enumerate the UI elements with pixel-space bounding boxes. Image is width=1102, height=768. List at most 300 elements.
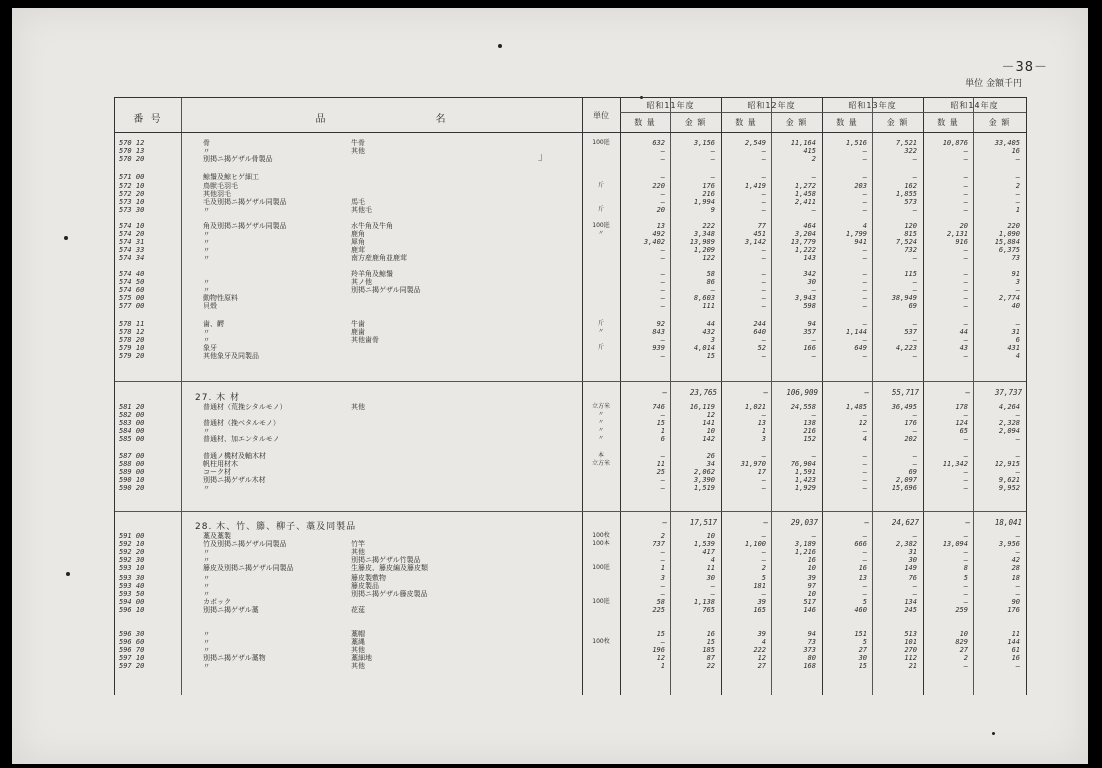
row-subname: 籐皮製敷物 [351, 574, 386, 582]
table-row [115, 630, 1026, 638]
row-value: 17 [757, 468, 766, 476]
empty-dash: – [963, 582, 968, 590]
row-value: 178 [955, 403, 968, 411]
empty-dash: – [963, 294, 968, 302]
table-row [115, 468, 1026, 476]
empty-dash: – [763, 388, 768, 397]
empty-dash: – [660, 254, 665, 262]
row-name: 〃 [203, 328, 210, 336]
table-row [115, 411, 1026, 419]
row-code: 596 60 [119, 638, 145, 646]
row-name: 〃 [203, 427, 210, 435]
row-value: 3,204 [794, 230, 816, 238]
scan-speck [498, 44, 502, 48]
row-code: 570 20 [119, 155, 145, 163]
row-value: 1,855 [895, 190, 917, 198]
empty-dash: – [761, 254, 766, 262]
empty-dash: – [912, 286, 917, 294]
row-value: 916 [955, 238, 968, 246]
row-value: 1,216 [794, 548, 816, 556]
empty-dash: – [1015, 435, 1020, 443]
row-unit: 斤 [597, 320, 604, 327]
table-row [115, 352, 1026, 360]
section-total-value: 18,041 [994, 518, 1022, 527]
row-code: 574 50 [119, 278, 145, 286]
table-row [115, 574, 1026, 582]
row-subname: 其ノ他 [351, 278, 372, 286]
row-value: 3,943 [794, 294, 816, 302]
table-row [115, 654, 1026, 662]
row-value: 20 [656, 206, 665, 214]
row-code: 583 00 [119, 419, 145, 427]
row-value: 2,097 [895, 476, 917, 484]
row-value: 649 [854, 344, 867, 352]
empty-dash: – [811, 336, 816, 344]
row-name: 動物性原料 [203, 294, 238, 302]
row-value: 76,904 [790, 460, 816, 468]
empty-dash: – [912, 411, 917, 419]
empty-dash: – [710, 286, 715, 294]
row-code: 574 20 [119, 230, 145, 238]
row-value: 176 [904, 419, 917, 427]
row-name: 普通材（荒挽シタルモノ） [203, 403, 287, 411]
row-code: 592 30 [119, 556, 145, 564]
empty-dash: – [761, 484, 766, 492]
table-row [115, 548, 1026, 556]
row-code: 593 10 [119, 564, 145, 572]
row-value: 1 [660, 427, 665, 435]
row-value: 640 [753, 328, 766, 336]
row-value: 176 [702, 182, 715, 190]
header-qty: 数 量 [634, 118, 656, 127]
row-value: 2,774 [998, 294, 1020, 302]
empty-dash: – [710, 155, 715, 163]
row-code: 579 10 [119, 344, 145, 352]
row-subname: 其他毛 [351, 206, 372, 214]
empty-dash: – [862, 206, 867, 214]
row-code: 577 00 [119, 302, 145, 310]
row-value: 3,348 [693, 230, 715, 238]
scan-speck [992, 732, 995, 735]
empty-dash: – [862, 198, 867, 206]
row-value: 27 [959, 646, 968, 654]
row-subname: 其他歯骨 [351, 336, 379, 344]
row-value: 15,884 [994, 238, 1020, 246]
row-unit: 100瓩 [592, 564, 610, 571]
table-row [115, 302, 1026, 310]
empty-dash: – [660, 590, 665, 598]
row-value: 1,799 [845, 230, 867, 238]
table-row [115, 582, 1026, 590]
table-row [115, 435, 1026, 443]
row-value: 202 [904, 435, 917, 443]
row-value: 941 [854, 238, 867, 246]
row-name: 〃 [203, 238, 210, 246]
row-value: 431 [1007, 344, 1020, 352]
empty-dash: – [864, 388, 869, 397]
empty-dash: – [963, 590, 968, 598]
row-value: 146 [803, 606, 816, 614]
row-value: 3 [761, 435, 766, 443]
row-subname: 竹竿 [351, 540, 365, 548]
row-value: 149 [904, 564, 917, 572]
empty-dash: – [963, 302, 968, 310]
row-value: 15 [656, 419, 665, 427]
empty-dash: – [710, 590, 715, 598]
row-value: 537 [904, 328, 917, 336]
empty-dash: – [862, 427, 867, 435]
table-row [115, 476, 1026, 484]
row-unit: 100枚 [592, 638, 610, 645]
row-value: 666 [854, 540, 867, 548]
header-year-14: 昭和14年度 [950, 101, 999, 110]
table-row [115, 564, 1026, 572]
row-value: 87 [706, 654, 715, 662]
row-value: 1,516 [845, 139, 867, 147]
row-value: 357 [803, 328, 816, 336]
row-name: 毛及別掲ニ揭ゲザル同製品 [203, 198, 287, 206]
row-value: 13 [656, 222, 665, 230]
header-year-12: 昭和12年度 [747, 101, 796, 110]
row-subname: 別掲ニ揭ゲザル同製品 [351, 286, 421, 294]
row-name: 〃 [203, 590, 210, 598]
row-name: 藁及藁製 [203, 532, 231, 540]
empty-dash: – [761, 286, 766, 294]
table-row [115, 173, 1026, 181]
row-value: 3,390 [693, 476, 715, 484]
empty-dash: – [963, 662, 968, 670]
row-subname: 別掲ニ揭ゲザル竹製品 [351, 556, 421, 564]
row-unit: 斤 [597, 182, 604, 189]
empty-dash: – [761, 590, 766, 598]
table-row [115, 206, 1026, 214]
row-value: 270 [904, 646, 917, 654]
row-code: 574 40 [119, 270, 145, 278]
table-row [115, 155, 1026, 163]
section-total-value: 29,037 [790, 518, 818, 527]
row-value: 2,549 [744, 139, 766, 147]
row-code: 578 12 [119, 328, 145, 336]
empty-dash: – [811, 173, 816, 181]
row-unit: 100瓩 [592, 139, 610, 146]
row-value: 18 [1011, 574, 1020, 582]
row-value: 25 [656, 468, 665, 476]
section-total-value: 55,717 [891, 388, 919, 397]
table-row [115, 198, 1026, 206]
row-value: 58 [656, 598, 665, 606]
row-value: 2 [660, 532, 665, 540]
row-value: 138 [803, 419, 816, 427]
row-unit: 〃 [597, 419, 604, 426]
row-value: 2 [1015, 182, 1020, 190]
empty-dash: – [660, 278, 665, 286]
empty-dash: – [660, 476, 665, 484]
row-code: 573 30 [119, 206, 145, 214]
row-value: 143 [803, 254, 816, 262]
row-value: 373 [803, 646, 816, 654]
empty-dash: – [1015, 590, 1020, 598]
empty-dash: – [862, 254, 867, 262]
row-code: 593 40 [119, 582, 145, 590]
row-name: 象牙 [203, 344, 217, 352]
row-value: 460 [854, 606, 867, 614]
table-row [115, 222, 1026, 230]
row-value: 162 [904, 182, 917, 190]
row-name: 〃 [203, 548, 210, 556]
empty-dash: – [1015, 468, 1020, 476]
row-value: 8,603 [693, 294, 715, 302]
section-title-28: 28. 木、竹、籐、柳子、藁及同製品 [195, 522, 357, 532]
row-name: 其他羽毛 [203, 190, 231, 198]
empty-dash: – [660, 582, 665, 590]
row-value: 2,094 [998, 427, 1020, 435]
empty-dash: – [811, 532, 816, 540]
empty-dash: – [912, 173, 917, 181]
empty-dash: – [862, 294, 867, 302]
table-row [115, 190, 1026, 198]
empty-dash: – [862, 452, 867, 460]
row-subname: 其他 [351, 662, 365, 670]
table-row [115, 336, 1026, 344]
row-value: 33,405 [994, 139, 1020, 147]
empty-dash: – [1015, 411, 1020, 419]
empty-dash: – [963, 556, 968, 564]
row-value: 598 [803, 302, 816, 310]
row-value: 44 [959, 328, 968, 336]
row-value: 513 [904, 630, 917, 638]
row-value: 13,094 [942, 540, 968, 548]
table-row [115, 540, 1026, 548]
row-unit: 斤 [597, 344, 604, 351]
row-value: 3 [660, 574, 665, 582]
row-value: 732 [904, 246, 917, 254]
row-value: 765 [702, 606, 715, 614]
row-value: 464 [803, 222, 816, 230]
empty-dash: – [862, 352, 867, 360]
empty-dash: – [963, 598, 968, 606]
row-subname: 羚羊角及鯨鬚 [351, 270, 393, 278]
empty-dash: – [660, 190, 665, 198]
row-value: 16,119 [689, 403, 715, 411]
empty-dash: – [1015, 198, 1020, 206]
empty-dash: – [963, 270, 968, 278]
empty-dash: – [761, 270, 766, 278]
empty-dash: – [912, 336, 917, 344]
row-unit: 100本 [592, 540, 610, 547]
row-value: 185 [702, 646, 715, 654]
row-value: 168 [803, 662, 816, 670]
empty-dash: – [862, 147, 867, 155]
row-code: 585 00 [119, 435, 145, 443]
row-value: 38,949 [891, 294, 917, 302]
row-code: 579 20 [119, 352, 145, 360]
row-value: 432 [702, 328, 715, 336]
row-value: 3 [710, 336, 715, 344]
empty-dash: – [862, 460, 867, 468]
row-subname: 犀角 [351, 238, 365, 246]
row-value: 11 [656, 460, 665, 468]
empty-dash: – [862, 484, 867, 492]
row-value: 1,138 [693, 598, 715, 606]
empty-dash: – [761, 190, 766, 198]
row-value: 2 [963, 654, 968, 662]
row-value: 2,411 [794, 198, 816, 206]
empty-dash: – [963, 198, 968, 206]
row-code: 597 10 [119, 654, 145, 662]
row-value: 21 [908, 662, 917, 670]
row-subname: 藁細地 [351, 654, 372, 662]
empty-dash: – [1015, 286, 1020, 294]
row-subname: 馬毛 [351, 198, 365, 206]
empty-dash: – [660, 246, 665, 254]
row-code: 588 00 [119, 460, 145, 468]
row-value: 91 [1011, 270, 1020, 278]
row-value: 16 [807, 556, 816, 564]
row-subname: 其他 [351, 403, 365, 411]
row-value: 216 [803, 427, 816, 435]
row-value: 6 [660, 435, 665, 443]
empty-dash: – [660, 411, 665, 419]
row-value: 829 [955, 638, 968, 646]
row-code: 592 10 [119, 540, 145, 548]
row-value: 1,458 [794, 190, 816, 198]
row-subname: 其他 [351, 646, 365, 654]
row-value: 3,956 [998, 540, 1020, 548]
row-name: 〃 [203, 246, 210, 254]
row-value: 6 [1015, 336, 1020, 344]
empty-dash: – [1015, 155, 1020, 163]
row-value: 73 [807, 638, 816, 646]
empty-dash: – [912, 532, 917, 540]
table-row [115, 452, 1026, 460]
row-value: 15 [858, 662, 867, 670]
row-value: 144 [1007, 638, 1020, 646]
empty-dash: – [662, 518, 667, 527]
row-value: 43 [959, 344, 968, 352]
table-row [115, 286, 1026, 294]
row-code: 582 00 [119, 411, 145, 419]
empty-dash: – [862, 278, 867, 286]
row-code: 570 12 [119, 139, 145, 147]
unit-note: 単位 金額千円 [965, 79, 1022, 89]
empty-dash: – [1015, 532, 1020, 540]
row-value: 1 [660, 564, 665, 572]
row-name: コーク材 [203, 468, 231, 476]
row-value: 11 [1011, 630, 1020, 638]
row-name: 〃 [203, 147, 210, 155]
row-subname: 藁帽 [351, 630, 365, 638]
row-value: 141 [702, 419, 715, 427]
row-name: 歯、齶 [203, 320, 224, 328]
empty-dash: – [963, 476, 968, 484]
row-value: 843 [652, 328, 665, 336]
empty-dash: – [1015, 662, 1020, 670]
row-value: 415 [803, 147, 816, 155]
row-value: 120 [904, 222, 917, 230]
row-code: 574 31 [119, 238, 145, 246]
empty-dash: – [660, 556, 665, 564]
empty-dash: – [761, 278, 766, 286]
row-code: 594 00 [119, 598, 145, 606]
row-value: 7,524 [895, 238, 917, 246]
empty-dash: – [1015, 173, 1020, 181]
empty-dash: – [761, 155, 766, 163]
row-value: 28 [1011, 564, 1020, 572]
row-code: 572 10 [119, 182, 145, 190]
row-value: 181 [753, 582, 766, 590]
header-qty: 数 量 [735, 118, 757, 127]
row-value: 101 [904, 638, 917, 646]
row-unit: 〃 [597, 230, 604, 237]
empty-dash: – [660, 352, 665, 360]
row-value: 80 [807, 654, 816, 662]
empty-dash: – [710, 173, 715, 181]
row-value: 52 [757, 344, 766, 352]
row-code: 596 10 [119, 606, 145, 614]
row-code: 570 13 [119, 147, 145, 155]
row-value: 39 [757, 598, 766, 606]
section-total-value: 17,517 [689, 518, 717, 527]
table-row [115, 182, 1026, 190]
empty-dash: – [660, 336, 665, 344]
row-value: 6,375 [998, 246, 1020, 254]
row-value: 124 [955, 419, 968, 427]
row-value: 12 [858, 419, 867, 427]
header-amount: 金 額 [684, 118, 707, 127]
row-name: 〃 [203, 638, 210, 646]
row-code: 574 34 [119, 254, 145, 262]
row-value: 4,014 [693, 344, 715, 352]
row-name: 普通材、加エンタルモノ [203, 435, 280, 443]
row-subname: 藁縄 [351, 638, 365, 646]
row-name: 〃 [203, 574, 210, 582]
row-value: 30 [858, 654, 867, 662]
row-code: 589 00 [119, 468, 145, 476]
table-row [115, 320, 1026, 328]
row-value: 1,272 [794, 182, 816, 190]
row-value: 92 [656, 320, 665, 328]
row-value: 220 [1007, 222, 1020, 230]
empty-dash: – [912, 452, 917, 460]
row-code: 572 20 [119, 190, 145, 198]
row-name: 別掲ニ揭ゲザル藁 [203, 606, 259, 614]
row-value: 1,485 [845, 403, 867, 411]
row-value: 9 [710, 206, 715, 214]
row-value: 9,952 [998, 484, 1020, 492]
row-subname: 水牛角及牛角 [351, 222, 393, 230]
row-value: 16 [1011, 147, 1020, 155]
row-value: 4 [1015, 352, 1020, 360]
empty-dash: – [963, 173, 968, 181]
row-name: 鯨鬚及鯨ヒゲ細工 [203, 173, 259, 181]
section-total-value: 106,909 [786, 388, 818, 397]
table-row [115, 460, 1026, 468]
row-unit: 100瓩 [592, 222, 610, 229]
row-value: 1,419 [744, 182, 766, 190]
section-title-27: 27. 木 材 [195, 393, 241, 403]
empty-dash: – [963, 254, 968, 262]
row-value: 2 [761, 564, 766, 572]
row-value: 4,264 [998, 403, 1020, 411]
row-name: 〃 [203, 582, 210, 590]
row-value: 24,558 [790, 403, 816, 411]
row-value: 10,876 [942, 139, 968, 147]
row-name: 其他象牙及同製品 [203, 352, 259, 360]
row-value: 10 [959, 630, 968, 638]
row-value: 5 [761, 574, 766, 582]
table-row [115, 147, 1026, 155]
empty-dash: – [660, 452, 665, 460]
